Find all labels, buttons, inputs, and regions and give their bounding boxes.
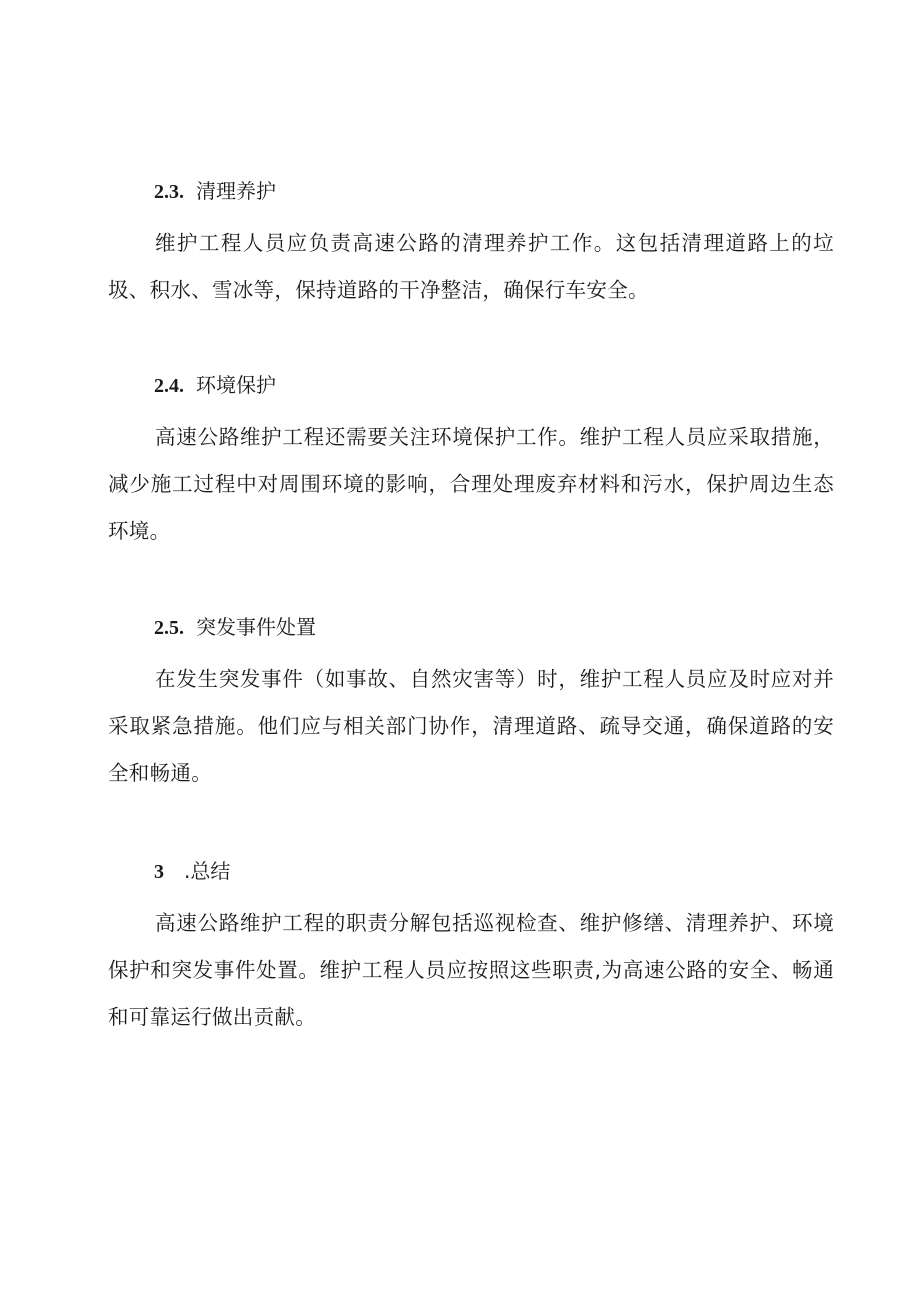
section-title: 清理养护 xyxy=(196,179,276,203)
section-cleaning-maintenance xyxy=(108,176,834,314)
section-title: 环境保护 xyxy=(196,373,276,397)
section-title: .总结 xyxy=(184,859,231,883)
section-paragraph: 高速公路维护工程的职责分解包括巡视检查、维护修缮、清理养护、环境保护和突发事件处置。维护工程人员应按照这些职责,为高速公路的安全、畅通和可靠运行做出贡献。 xyxy=(108,911,834,1029)
section-paragraph: 维护工程人员应负责高速公路的清理养护工作。这包括清理道路上的垃圾、积水、雪冰等，保持道路的干净整洁，确保行车安全。 xyxy=(108,231,834,302)
section-title: 突发事件处置 xyxy=(196,615,316,639)
section-number: 2.3. xyxy=(154,181,184,203)
section-paragraph: 在发生突发事件（如事故、自然灾害等）时，维护工程人员应及时应对并采取紧急措施。他们应与相关部门协作，清理道路、疏导交通，确保道路的安全和畅通。 xyxy=(108,667,834,785)
section-paragraph: 高速公路维护工程还需要关注环境保护工作。维护工程人员应采取措施，减少施工过程中对周围环境的影响，合理处理废弃材料和污水，保护周边生态环境。 xyxy=(108,425,834,543)
section-summary xyxy=(108,856,834,1041)
section-heading xyxy=(108,612,834,642)
section-environmental-protection xyxy=(108,370,834,555)
section-heading xyxy=(108,856,834,886)
section-heading xyxy=(108,176,834,206)
section-number: 2.5. xyxy=(154,617,184,639)
section-number: 2.4. xyxy=(154,375,184,397)
section-heading xyxy=(108,370,834,400)
section-number: 3 xyxy=(154,861,164,883)
section-emergency-handling xyxy=(108,612,834,797)
